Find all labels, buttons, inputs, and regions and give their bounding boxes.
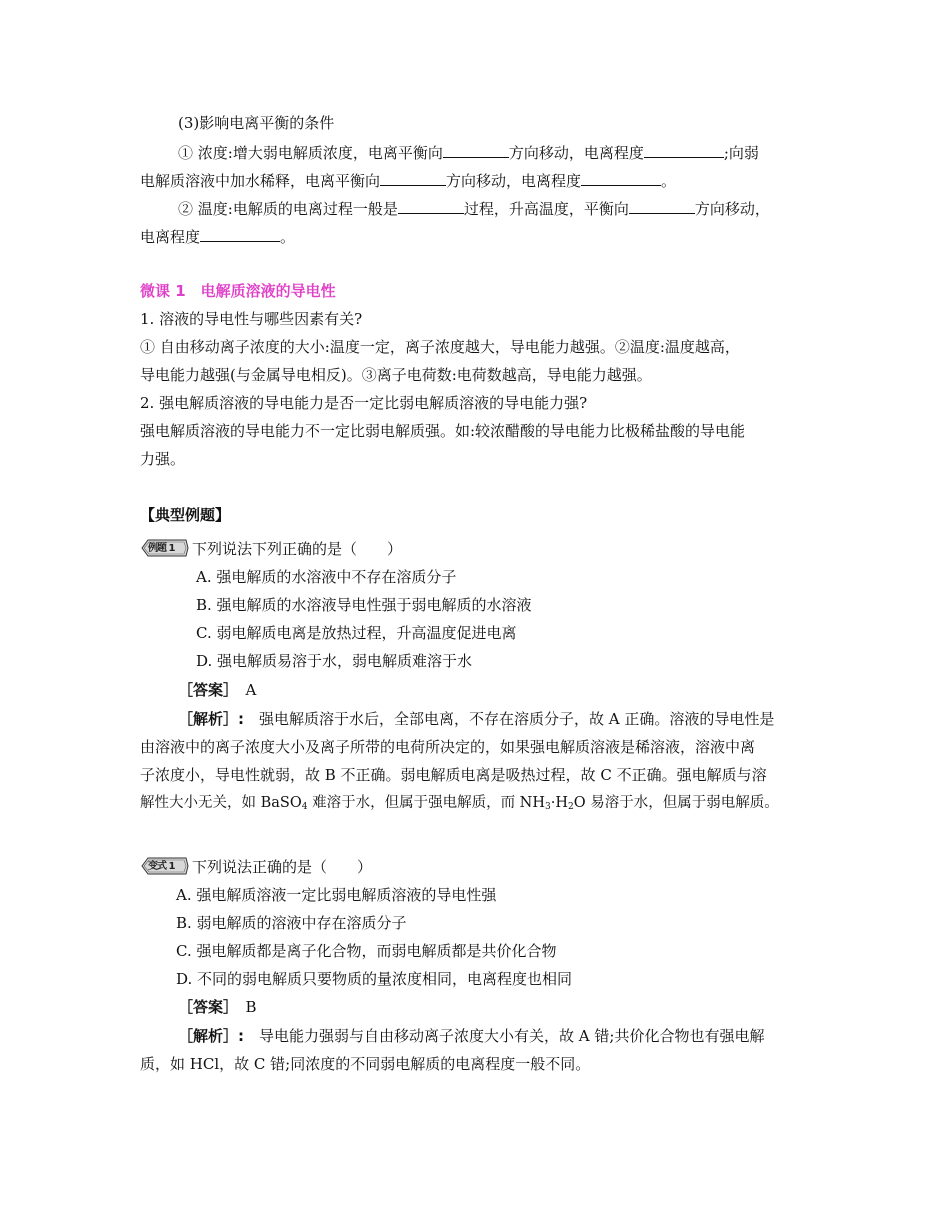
text: 解性大小无关，如 BaSO (140, 795, 302, 811)
fill-blank[interactable] (398, 199, 464, 214)
question-2: 2. 强电解质溶液的导电能力是否一定比弱电解质溶液的导电能力强? (140, 394, 588, 412)
fill-blank[interactable] (644, 143, 724, 158)
example-1-stem (140, 538, 402, 559)
fill-blank[interactable] (443, 143, 509, 158)
answer-value: B (245, 998, 257, 1016)
fill-blank[interactable] (200, 227, 280, 242)
text: 方向移动，电离程度 (446, 172, 582, 190)
answer-2-line-1: 强电解质溶液的导电能力不一定比弱电解质强。如:较浓醋酸的导电能力比极稀盐酸的导电能 (140, 422, 746, 440)
answer-label: ［答案］ (178, 681, 231, 699)
answer-value: A (245, 681, 257, 699)
text: ·H (550, 795, 569, 811)
example-1-analysis-line-1 (178, 709, 774, 729)
option-d: D. 不同的弱电解质只要物质的量浓度相同，电离程度也相同 (176, 970, 573, 988)
example-1-analysis-line-3: 子浓度小，导电性就弱，故 B 不正确。弱电解质电离是吸热过程，故 C 不正确。强电解质与溶 (140, 766, 767, 784)
option-d: D. 强电解质易溶于水，弱电解质难溶于水 (196, 652, 473, 670)
temperature-line-2 (140, 227, 295, 247)
badge-label: 例题 1 (148, 543, 175, 554)
text: 过程，升高温度，平衡向 (463, 200, 629, 218)
concentration-line-2 (140, 171, 676, 191)
fill-blank[interactable] (629, 199, 695, 214)
text: 方向移动， (694, 200, 770, 218)
text: ;向弱 (723, 144, 759, 162)
variant-1-stem (140, 856, 372, 877)
text: O 易溶于水，但属于弱电解质。 (573, 795, 779, 811)
answer-1-line-1: ① 自由移动离子浓度的大小:温度一定，离子浓度越大，导电能力越强。②温度:温度越高， (140, 338, 740, 356)
subscript: 2 (568, 802, 574, 812)
text: 。 (280, 228, 296, 246)
concentration-line-1 (178, 143, 759, 163)
text: 强电解质溶于水后，全部电离，不存在溶质分子，故 A 正确。溶液的导电性是 (259, 710, 775, 728)
text: 。 (661, 172, 677, 190)
fill-blank[interactable] (380, 171, 446, 186)
example-1-analysis-line-4 (140, 793, 779, 817)
example-1-analysis-line-2: 由溶液中的离子浓度大小及离子所带的电荷所决定的，如果强电解质溶液是稀溶液，溶液中离 (140, 738, 756, 756)
stem-text: 下列说法正确的是（ ） (192, 858, 373, 876)
example-1-answer (178, 680, 256, 700)
fill-blank[interactable] (581, 171, 661, 186)
examples-section-title: 【典型例题】 (140, 506, 231, 524)
answer-1-line-2: 导电能力越强(与金属导电相反)。③离子电荷数:电荷数越高，导电能力越强。 (140, 366, 652, 384)
temperature-line-1 (178, 199, 770, 219)
option-c: C. 弱电解质电离是放热过程，升高温度促进电离 (196, 624, 517, 642)
text: 电离程度 (140, 228, 201, 246)
analysis-label: ［解析］: (178, 710, 244, 728)
subscript: 4 (301, 802, 308, 812)
example-badge-icon (140, 538, 190, 558)
text: ① 浓度:增大弱电解质浓度，电离平衡向 (178, 144, 443, 162)
text: 导电能力强弱与自由移动离子浓度大小有关，故 A 错;共价化合物也有强电解 (259, 1027, 765, 1045)
question-1: 1. 溶液的导电性与哪些因素有关? (140, 310, 363, 328)
variant-1-answer (178, 997, 257, 1017)
answer-label: ［答案］ (178, 998, 231, 1016)
variant-badge-icon (140, 856, 190, 876)
subscript: 3 (545, 802, 551, 812)
variant-1-analysis-line-1 (178, 1026, 764, 1046)
option-c: C. 强电解质都是离子化合物，而弱电解质都是共价化合物 (176, 942, 557, 960)
stem-text: 下列说法下列正确的是（ ） (192, 540, 403, 558)
text: 电解质溶液中加水稀释，电离平衡向 (140, 172, 381, 190)
option-b: B. 弱电解质的溶液中存在溶质分子 (176, 914, 407, 932)
variant-1-analysis-line-2: 质，如 HCl，故 C 错;同浓度的不同弱电解质的电离程度一般不同。 (140, 1055, 591, 1073)
answer-2-line-2: 力强。 (140, 450, 186, 468)
analysis-label: ［解析］: (178, 1027, 244, 1045)
text: 难溶于水，但属于强电解质，而 NH (307, 795, 546, 811)
option-a: A. 强电解质溶液一定比弱电解质溶液的导电性强 (176, 886, 497, 904)
text: 方向移动，电离程度 (508, 144, 644, 162)
option-b: B. 强电解质的水溶液导电性强于弱电解质的水溶液 (196, 596, 532, 614)
section3-title: (3)影响电离平衡的条件 (178, 114, 335, 132)
microlesson-title: 微课 1 电解质溶液的导电性 (140, 282, 336, 300)
option-a: A. 强电解质的水溶液中不存在溶质分子 (196, 568, 457, 586)
badge-label: 变式 1 (148, 861, 175, 872)
text: ② 温度:电解质的电离过程一般是 (178, 200, 398, 218)
